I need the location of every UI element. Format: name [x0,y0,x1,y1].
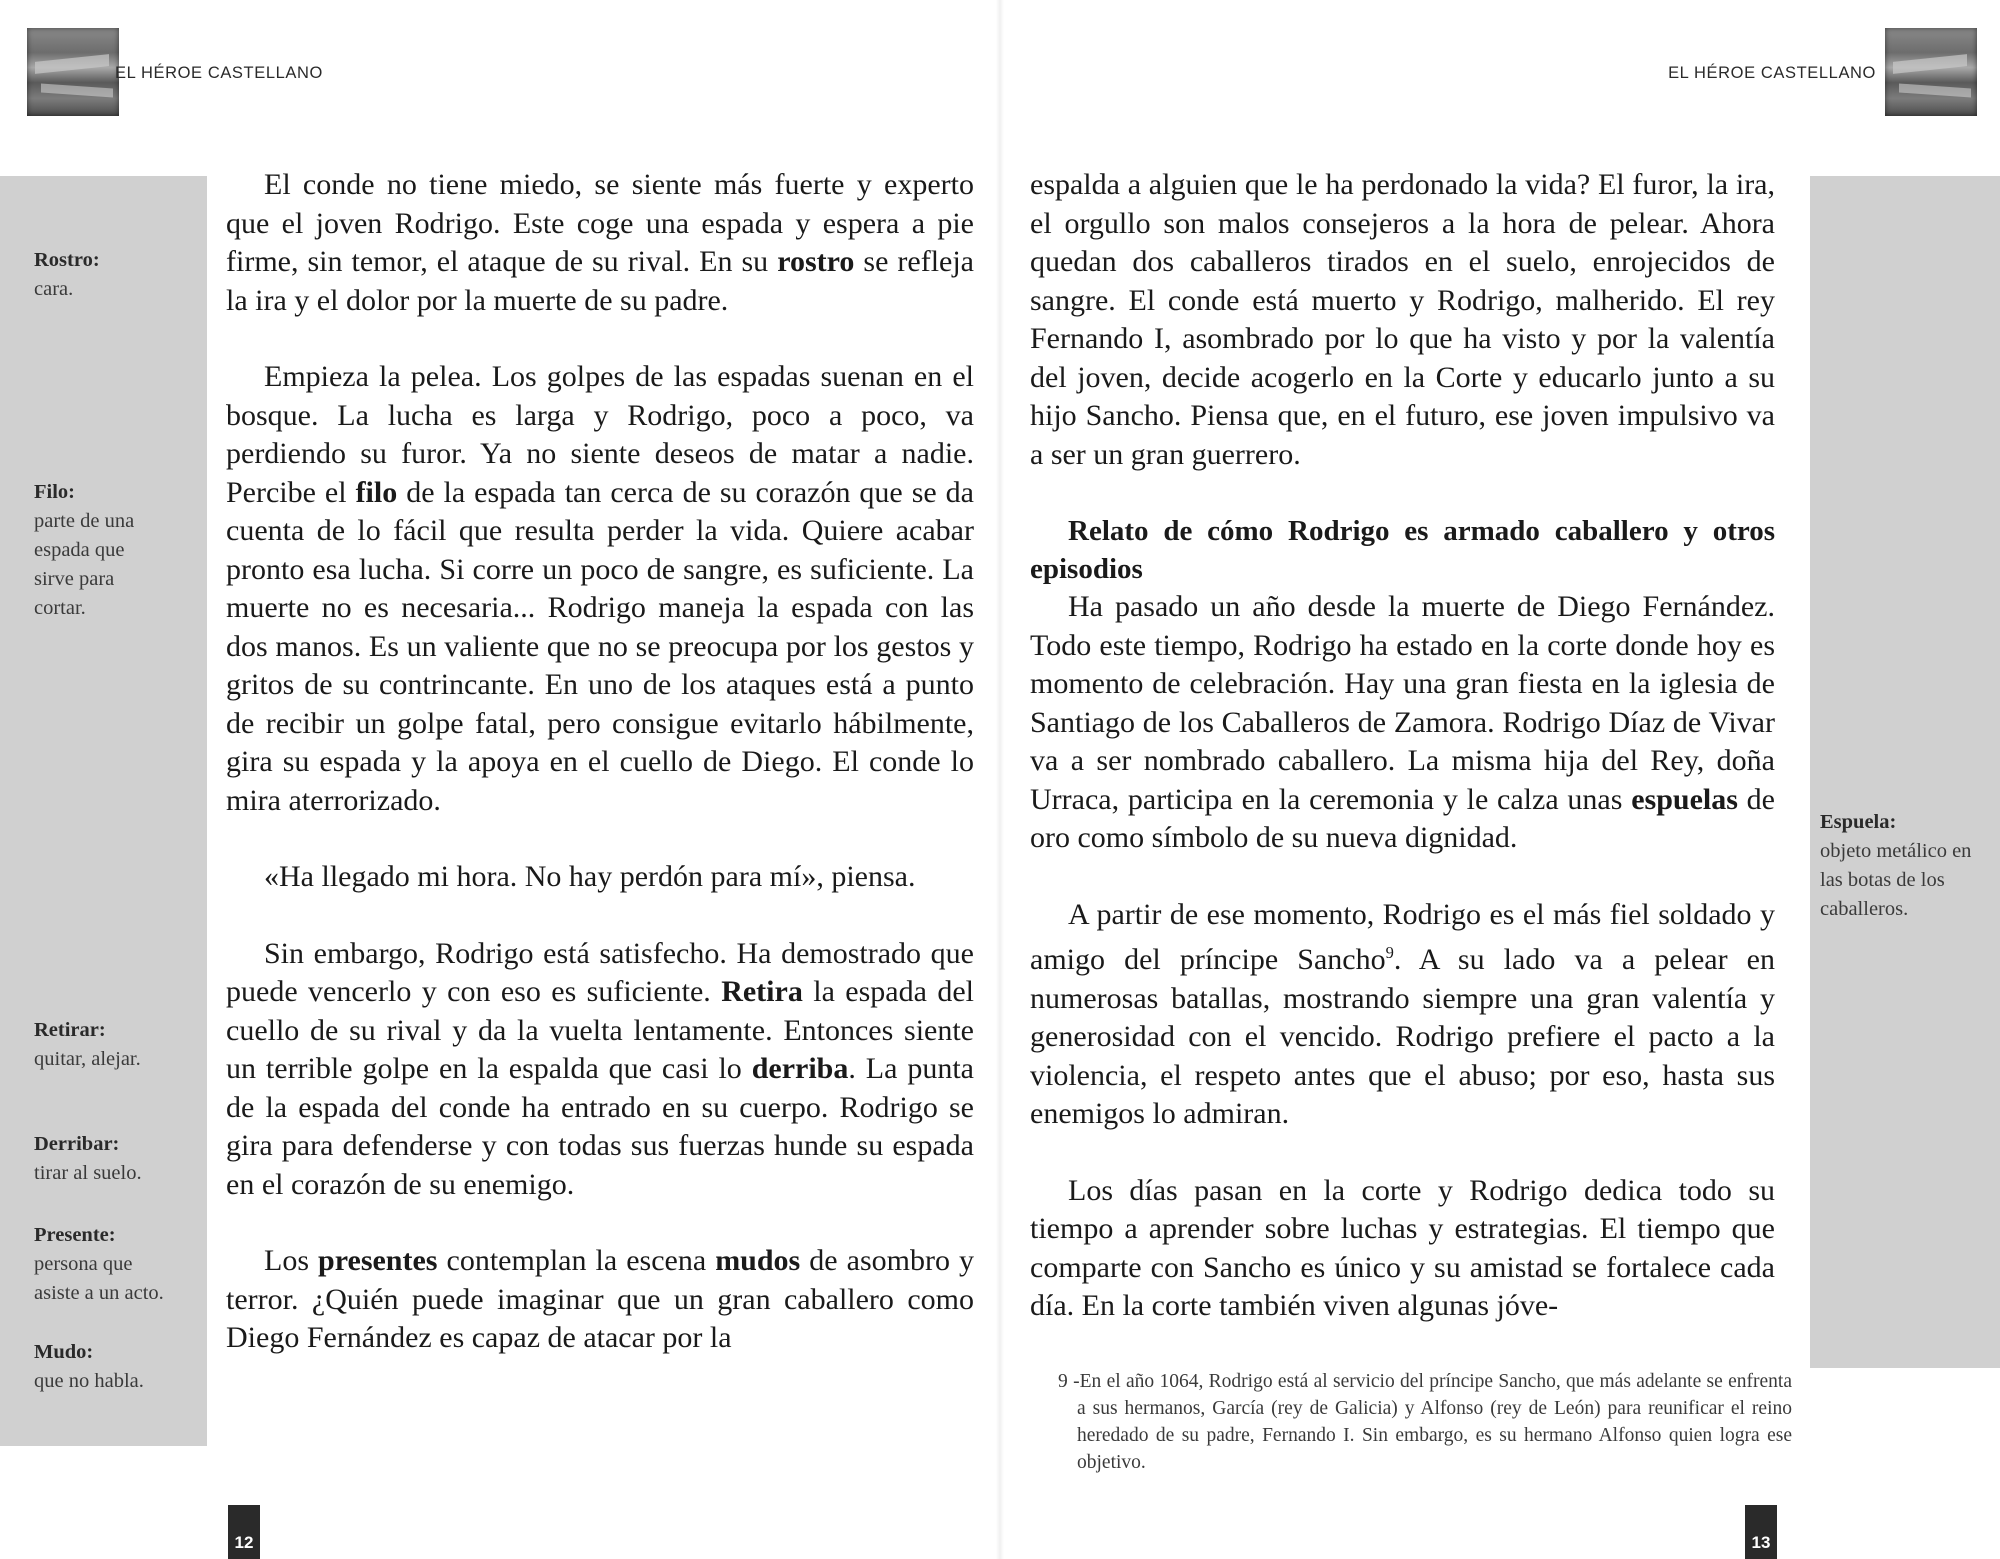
glossary-term: Mudo: [34,1341,94,1363]
bold-term: filo [355,475,398,509]
glossary-margin [0,176,207,1446]
text-run: de la espada tan cerca de su corazón que se da cuenta de lo fácil que resulta perder la vida. Quiere acabar pronto esa lucha. Si corre un poco de sangre, es suficiente. La muerte no es necesaria... Rodrigo maneja la espada con las dos manos. Es un valiente que no se preocupa por los gestos y gritos de su contrincante. En uno de los ataques está a punto de recibir un golpe fatal, pero consigue evitarlo hábilmente, gira su espada y la apoya en el cuello de Diego. El conde lo mira aterrorizado. [226,475,974,817]
running-head: EL HÉROE CASTELLANO [1668,64,1876,82]
text-run: Empieza la pelea. Los golpes de las espadas suenan en el bosque. La lucha es larga y Rodrigo, poco a poco, va perdiendo su furor. Ya no siente deseos de matar a nadie. Percibe el [226,360,974,509]
bold-term: presentes [318,1244,438,1277]
footnote-ref: 9 [1385,943,1394,962]
paragraph [226,166,974,320]
glossary-definition: parte de una espada que sirve para cortar. [34,510,135,619]
body-text-right [1030,166,1775,1326]
text-run: de oro como símbolo de su nueva dignidad. [1030,782,1775,854]
text-run: contemplan la escena [437,1244,716,1277]
glossary-term: Filo: [34,481,75,503]
header-photo-icon [1885,28,1977,116]
glossary-term: Espuela: [1820,811,1897,833]
glossary-definition: cara. [34,278,74,300]
glossary-definition: tirar al suelo. [34,1162,142,1184]
right-page [1000,0,2000,1559]
section-heading: Relato de cómo Rodrigo es armado caballero y otros episodios [1030,515,1775,585]
glossary-entry [1820,808,1995,924]
glossary-entry [34,1338,204,1396]
paragraph [226,935,974,1205]
paragraph [1030,1172,1775,1326]
glossary-margin [1810,176,2000,1368]
text-run: Sin embargo, Rodrigo está satisfecho. Ha demostrado que puede vencerlo y con eso es suficiente. [226,936,974,1008]
bold-term: espuelas [1631,782,1738,816]
page-number: 13 [1745,1505,1777,1559]
text-run: A partir de ese momento, Rodrigo es el más fiel soldado y amigo del príncipe Sancho [1030,897,1775,976]
glossary-term: Presente: [34,1224,116,1246]
text-run: espalda a alguien que le ha perdonado la vida? El furor, la ira, el orgullo son malos consejeros a la hora de pelear. Ahora quedan dos caballeros tirados en el suelo, enrojecidos de sangre. El conde está muerto y Rodrigo, malherido. El rey Fernando I, asombrado por lo que ha visto y por la valentía del joven, decide acogerlo en la Corte y educarlo junto a su hijo Sancho. Piensa que, en el futuro, ese joven impulsivo va a ser un gran guerrero. [1030,168,1775,471]
text-run: «Ha llegado mi hora. No hay perdón para mí», piensa. [264,860,916,893]
text-run: . A su lado va a pelear en numerosas batallas, mostrando siempre una gran valentía y generosidad con el vencido. Rodrigo prefiere el pacto a la violencia, el respeto antes que el abuso; por eso, hasta sus enemigos lo admiran. [1030,943,1775,1130]
body-text-left [226,166,974,1358]
bold-term: rostro [777,245,855,278]
glossary-definition: objeto metálico en las botas de los caballeros. [1820,840,1972,920]
header-photo-icon [27,28,119,116]
text-run: de asombro y terror. ¿Quién puede imaginar que un gran caballero como Diego Fernández es capaz de atacar por la [226,1244,974,1354]
paragraph [226,858,974,897]
paragraph [1030,166,1775,474]
bold-term: derriba [751,1052,849,1085]
bold-term: Retira [721,975,803,1008]
glossary-term: Retirar: [34,1019,106,1041]
text-run: Ha pasado un año desde la muerte de Diego Fernández. Todo este tiempo, Rodrigo ha estado en la corte donde hoy es momento de celebración. Hay una gran fiesta en la iglesia de Santiago de los Caballeros de Zamora. Rodrigo Díaz de Vivar va a ser nombrado caballero. La misma hija del Rey, doña Urraca, participa en la ceremonia y le calza unas [1030,590,1775,816]
text-run: . La punta de la espada del conde ha entrado en su cuerpo. Rodrigo se gira para defenderse y con todas sus fuerzas hunde su espada en el corazón de su enemigo. [226,1052,974,1201]
glossary-entry [34,1016,204,1074]
page-number: 12 [228,1505,260,1559]
text-run: la espada del cuello de su rival y da la vuelta lentamente. Entonces siente un terrible golpe en la espalda que casi lo [226,975,974,1085]
text-run: Los días pasan en la corte y Rodrigo dedica todo su tiempo a aprender sobre luchas y estrategias. El tiempo que comparte con Sancho es único y su amistad se fortalece cada día. En la corte también viven algunas jóve- [1030,1173,1775,1322]
glossary-entry [34,1130,204,1188]
glossary-definition: quitar, alejar. [34,1048,141,1070]
paragraph [1030,588,1775,858]
running-head: EL HÉROE CASTELLANO [115,64,323,82]
footnote: 9 -En el año 1064, Rodrigo está al servicio del príncipe Sancho, que más adelante se enfrenta a sus hermanos, García (rey de Galicia) y Alfonso (rey de León) para reunificar el reino heredado de su padre, Fernando I. Sin embargo, es su hermano Alfonso quien logra ese objetivo. [1058,1371,1792,1473]
text-run: se refleja la ira y el dolor por la muerte de su padre. [226,245,974,317]
text-run: Los [264,1244,319,1277]
glossary-entry [34,1221,164,1308]
glossary-term: Derribar: [34,1133,120,1155]
text-run: El conde no tiene miedo, se siente más fuerte y experto que el joven Rodrigo. Este coge una espada y espera a pie firme, sin temor, el ataque de su rival. En su [226,168,974,278]
glossary-term: Rostro: [34,249,100,271]
paragraph [1030,896,1775,1134]
bold-term: mudos [715,1244,801,1277]
paragraph [226,358,974,820]
glossary-definition: persona que asiste a un acto. [34,1253,164,1304]
glossary-definition: que no habla. [34,1370,144,1392]
glossary-entry [34,478,164,623]
glossary-entry [34,246,194,304]
paragraph [226,1242,974,1358]
